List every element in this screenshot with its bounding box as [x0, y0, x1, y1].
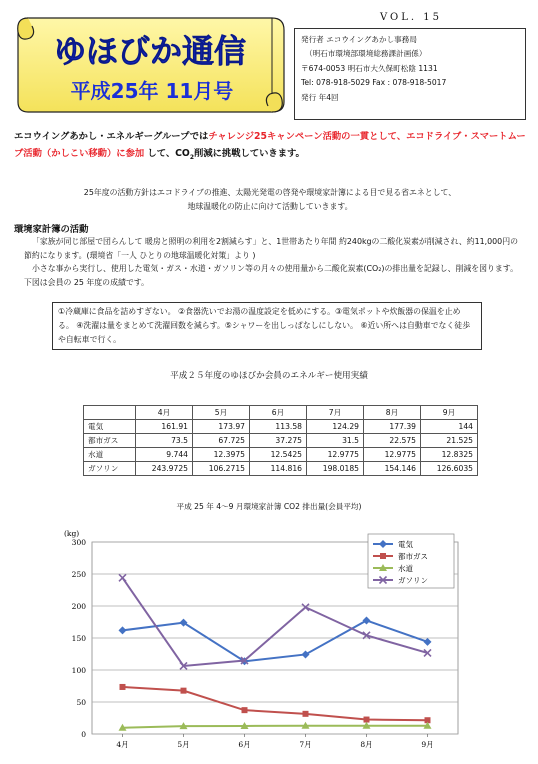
table-corner	[84, 406, 136, 420]
publisher-line: 〒674-0053 明石市大久保町松陰 1131	[301, 63, 438, 73]
table-cell: 126.6035	[421, 462, 478, 476]
publisher-line: （明石市環境部環境総務課計画係）	[305, 49, 427, 59]
y-tick-label: 250	[71, 570, 86, 579]
table-cell: 12.9775	[307, 448, 364, 462]
table-cell: 12.3975	[193, 448, 250, 462]
table-row	[84, 448, 478, 462]
table-cell: 73.5	[136, 434, 193, 448]
month-header: 9月	[421, 406, 478, 420]
publisher-line: Tel: 078-918-5029 Fax : 078-918-5017	[301, 78, 447, 88]
table-header-row	[84, 406, 478, 420]
section-title: 環境家計簿の活動	[14, 224, 89, 235]
policy-line: 25年度の活動方針はエコドライブの推進、太陽光発電の啓発や環境家計簿による目で見る省エネとして、	[83, 188, 457, 197]
data-point	[120, 684, 126, 690]
section-body	[24, 235, 524, 289]
table-cell: 243.9725	[136, 462, 193, 476]
month-header: 6月	[250, 406, 307, 420]
tips-box: ①冷蔵庫に食品を詰めすぎない。 ②食器洗いでお湯の温度設定を低めにする。③電気ポットや炊飯器の保温を止める。 ④洗濯は量をまとめて洗濯回数を減らす。⑤シャワーを出しっぱなしにしない。 ⑥近い所へは自動車でなく徒歩や自転車で行く。	[52, 302, 482, 350]
table-cell: 113.58	[250, 420, 307, 434]
row-label: 水道	[84, 448, 136, 462]
data-point	[364, 717, 370, 723]
lead-text: 削減に挑戦していきます。	[194, 148, 305, 159]
lead-text: エコウイングあかし・エネルギーグループでは	[14, 131, 209, 142]
publisher-line: 発行者 エコウイングあかし事務局	[301, 35, 417, 44]
table-cell: 37.275	[250, 434, 307, 448]
table-cell: 154.146	[364, 462, 421, 476]
table-cell: 67.725	[193, 434, 250, 448]
y-tick-label: 200	[71, 602, 86, 611]
legend-label: 電気	[398, 540, 413, 549]
body-paragraph: 小さな事から実行し、使用した電気・ガス・水道・ガソリン等の月々の使用量から二酸化炭素(CO₂)の排出量を記録し、削減を図ります。 下図は会員の 25 年度の成績です。	[24, 264, 518, 287]
table-cell: 12.8325	[421, 448, 478, 462]
issue-date: 平成25年 11月号	[70, 79, 234, 103]
month-header: 4月	[136, 406, 193, 420]
table-cell: 22.575	[364, 434, 421, 448]
table-cell: 21.525	[421, 434, 478, 448]
table-row	[84, 420, 478, 434]
legend-label: 水道	[398, 564, 413, 573]
title-banner	[14, 10, 286, 116]
table-cell: 144	[421, 420, 478, 434]
month-header: 5月	[193, 406, 250, 420]
table-row	[84, 434, 478, 448]
x-tick-label: 8月	[360, 740, 373, 749]
policy-text	[20, 186, 520, 214]
table-cell: 177.39	[364, 420, 421, 434]
table-cell: 173.97	[193, 420, 250, 434]
row-label: ガソリン	[84, 462, 136, 476]
x-tick-label: 4月	[116, 740, 129, 749]
table-cell: 124.29	[307, 420, 364, 434]
y-tick-label: 0	[81, 730, 86, 739]
x-tick-label: 7月	[299, 740, 312, 749]
x-tick-label: 9月	[421, 740, 434, 749]
x-tick-label: 5月	[177, 740, 190, 749]
newsletter-title: ゆほびか通信	[53, 32, 247, 70]
usage-table	[83, 405, 478, 476]
policy-line: 地球温暖化の防止に向けて活動していきます。	[187, 202, 353, 211]
x-tick-label: 6月	[238, 740, 251, 749]
table-cell: 106.2715	[193, 462, 250, 476]
publisher-box	[294, 28, 526, 120]
y-tick-label: 300	[71, 538, 86, 547]
table-cell: 114.816	[250, 462, 307, 476]
table-cell: 12.5425	[250, 448, 307, 462]
table-cell: 9.744	[136, 448, 193, 462]
table-cell: 198.0185	[307, 462, 364, 476]
lead-highlight: チャレンジ25キャンペーン活動の一貫として、エコドライブ・スマートムーブ活動（かしこい移動）に参加	[14, 131, 526, 159]
data-point	[380, 553, 386, 559]
row-label: 電気	[84, 420, 136, 434]
chart-title: 平成 25 年 4～9 月環境家計簿 CO2 排出量(会員平均)	[176, 502, 362, 511]
row-label: 都市ガス	[84, 434, 136, 448]
lead-subscript: 2	[189, 153, 195, 161]
month-header: 7月	[307, 406, 364, 420]
publisher-line: 発行 年4回	[301, 92, 339, 102]
table-cell: 31.5	[307, 434, 364, 448]
legend-label: ガソリン	[398, 576, 428, 585]
body-paragraph: 「家族が同じ部屋で団らんして 暖房と照明の利用を2割減らす」と、1世帯あたり年間 約240kgの二酸化炭素が削減され、約11,000円の節約になります。(環境省「一人 ひとりの地球温暖化対策」より )	[24, 237, 518, 260]
data-point	[242, 707, 248, 713]
table-cell: 12.9775	[364, 448, 421, 462]
y-tick-label: 100	[71, 666, 86, 675]
lead-paragraph	[14, 128, 526, 166]
legend-label: 都市ガス	[398, 552, 428, 561]
volume-number: VOL. 15	[380, 12, 442, 23]
data-point	[303, 711, 309, 717]
y-tick-label: 150	[71, 634, 86, 643]
y-tick-label: 50	[76, 698, 86, 707]
data-point	[181, 688, 187, 694]
co2-line-chart	[60, 520, 470, 756]
month-header: 8月	[364, 406, 421, 420]
lead-text: して、CO	[144, 148, 190, 159]
table-row	[84, 462, 478, 476]
y-axis-label: (kg)	[64, 529, 80, 538]
table-title: 平成２５年度のゆほびか会員のエネルギー使用実績	[170, 371, 368, 381]
table-cell: 161.91	[136, 420, 193, 434]
